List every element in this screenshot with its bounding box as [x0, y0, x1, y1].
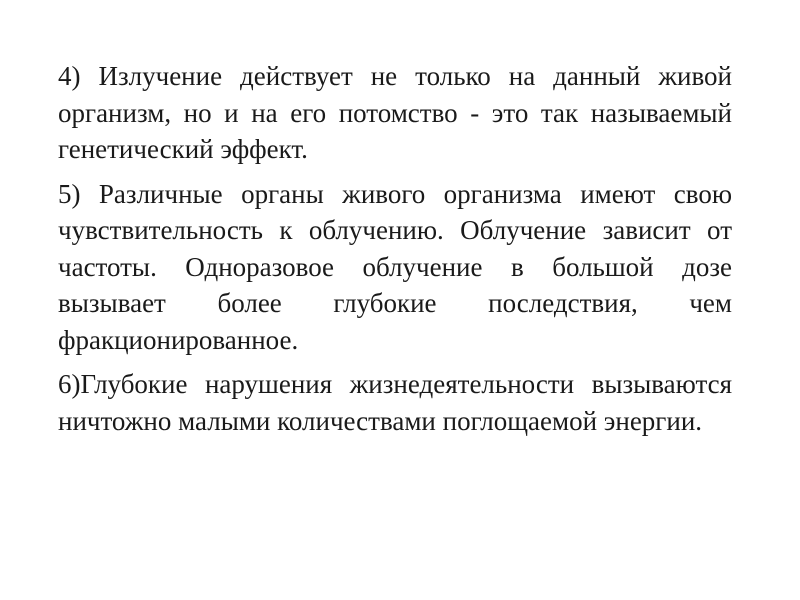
paragraph-5-organ-sensitivity: 5) Различные органы живого организма имеют свою чувствительность к облучению. Облучение зависит от частоты. Одноразовое облучение в большой дозе вызывает более глубокие последствия, чем фракционированное. — [58, 178, 732, 355]
slide-body-text — [58, 58, 732, 439]
paragraph-6-vital-disruption: 6)Глубокие нарушения жизнедеятельности вызываются ничтожно малыми количествами поглощаемой энергии. — [58, 369, 732, 436]
paragraph-4-genetic-effect: 4) Излучение действует не только на данный живой организм, но и на его потомство - это так называемый генетический эффект. — [58, 61, 732, 164]
